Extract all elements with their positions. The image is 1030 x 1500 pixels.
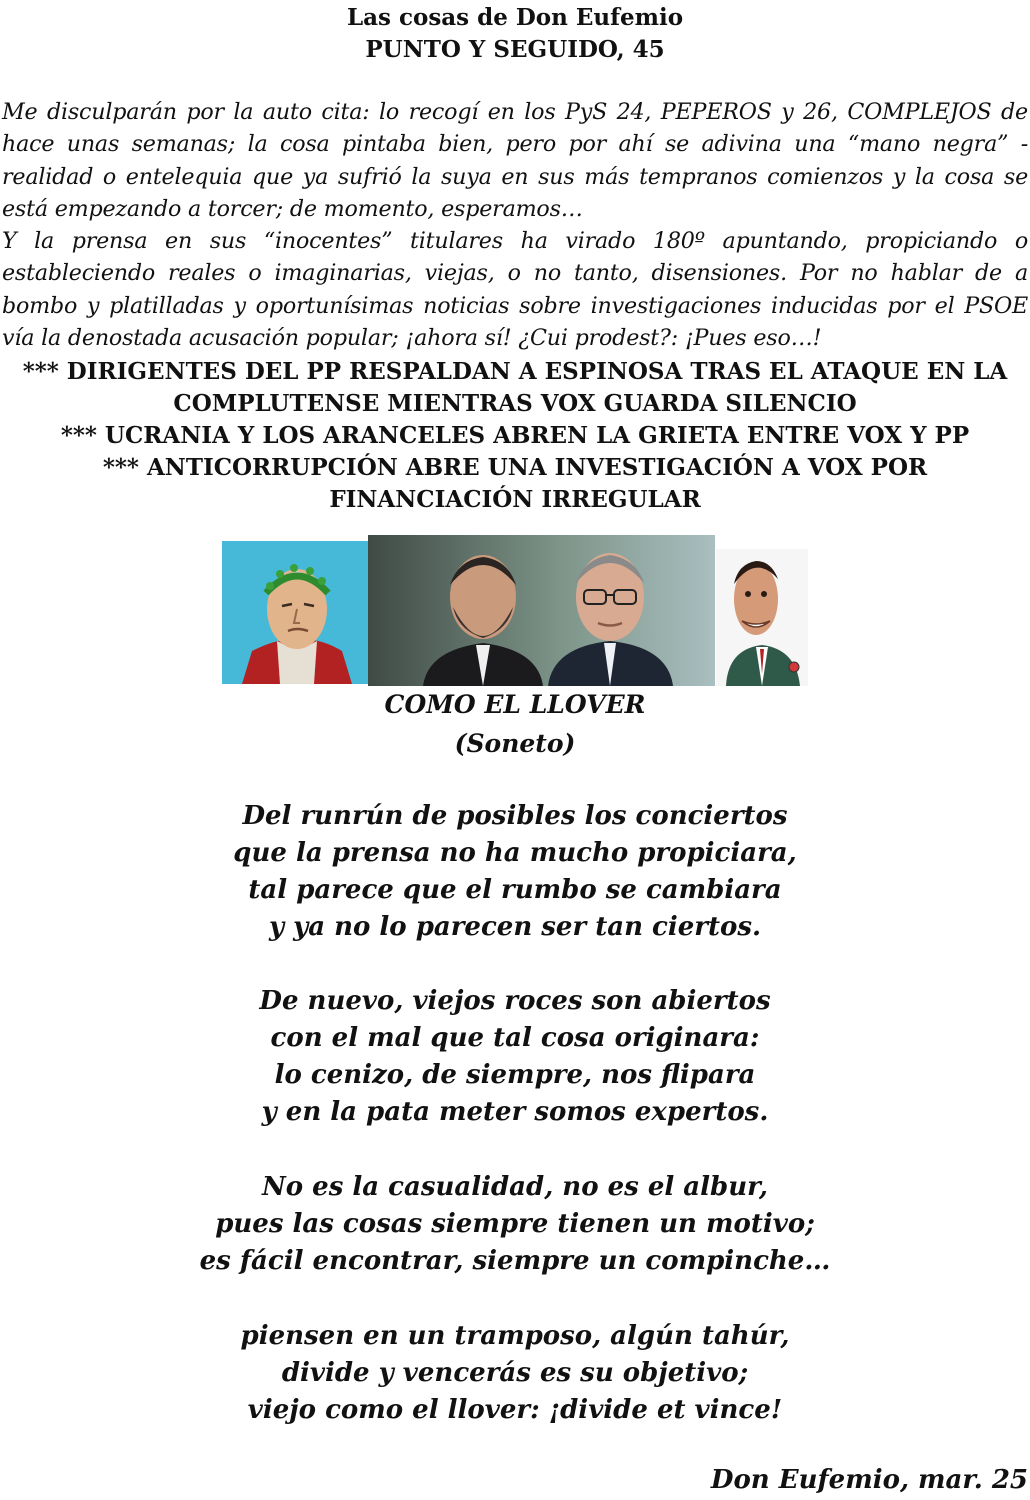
politicians-photo: [368, 535, 715, 686]
headline: *** ANTICORRUPCIÓN ABRE UNA INVESTIGACIÓN A VOX POR FINANCIACIÓN IRREGULAR: [102, 454, 928, 513]
poem-line: piensen en un tramposo, algún tahúr,: [240, 1321, 790, 1351]
caesar-illustration: [222, 541, 368, 684]
headline: *** DIRIGENTES DEL PP RESPALDAN A ESPINOSA TRAS EL ATAQUE EN LA COMPLUTENSE MIENTRAS VOX GUARDA SILENCIO: [22, 358, 1008, 417]
intro-paragraph-2: Y la prensa en sus “inocentes” titulares ha virado 180º apuntando, propiciando o estableciendo reales o imaginarias, viejas, o no tanto, disensiones. Por no hablar de a bombo y platilladas y oportunísimas noticias sobre investigaciones inducidas por el PSOE vía la denostada acusación popular; ¡ahora sí! ¿Cui prodest?: ¡Pues eso…!: [2, 228, 1028, 352]
poem-line: divide y vencerás es su objetivo;: [281, 1358, 749, 1388]
column-number: PUNTO Y SEGUIDO, 45: [365, 36, 665, 63]
poem-line: viejo como el llover: ¡divide et vince!: [247, 1395, 783, 1425]
poem-line: Del runrún de posibles los conciertos: [242, 801, 788, 831]
poem-line: y en la pata meter somos expertos.: [261, 1097, 769, 1127]
poem-line: lo cenizo, de siempre, nos flipara: [274, 1060, 756, 1090]
stanza: [0, 1318, 1030, 1429]
poem-line: pues las cosas siempre tienen un motivo;: [215, 1209, 815, 1239]
poem-line: que la prensa no ha mucho propiciara,: [233, 838, 797, 868]
author-signature: Don Eufemio, mar. 25: [710, 1465, 1028, 1495]
stanza: [0, 983, 1030, 1131]
column-title: Las cosas de Don Eufemio: [346, 4, 684, 31]
poem-line: con el mal que tal cosa originara:: [270, 1023, 760, 1053]
stanza: [0, 1169, 1030, 1280]
caricature-image: [716, 549, 808, 686]
poem-line: es fácil encontrar, siempre un compinche…: [199, 1246, 831, 1276]
poem-line: tal parece que el rumbo se cambiara: [248, 875, 782, 905]
headline: *** UCRANIA Y LOS ARANCELES ABREN LA GRIETA ENTRE VOX Y PP: [60, 422, 970, 449]
stanza: [0, 798, 1030, 946]
poem-line: y ya no lo parecen ser tan ciertos.: [268, 912, 762, 942]
intro-paragraph-1: Me disculparán por la auto cita: lo recogí en los PyS 24, PEPEROS y 26, COMPLEJOS de hace unas semanas; la cosa pintaba bien, pero por ahí se adivina una “mano negra” -realidad o entelequia que ya sufrió la suya en sus más tempranos comienzos y la cosa se está empezando a torcer; de momento, esperamos…: [2, 99, 1028, 222]
poem-title: COMO EL LLOVER: [384, 690, 646, 719]
poem-line: No es la casualidad, no es el albur,: [262, 1172, 768, 1202]
poem-line: De nuevo, viejos roces son abiertos: [259, 986, 771, 1016]
image-strip: [0, 533, 1030, 688]
poem-subtitle: (Soneto): [454, 729, 576, 758]
headlines-block: [10, 356, 1020, 516]
intro-text: [2, 96, 1028, 354]
